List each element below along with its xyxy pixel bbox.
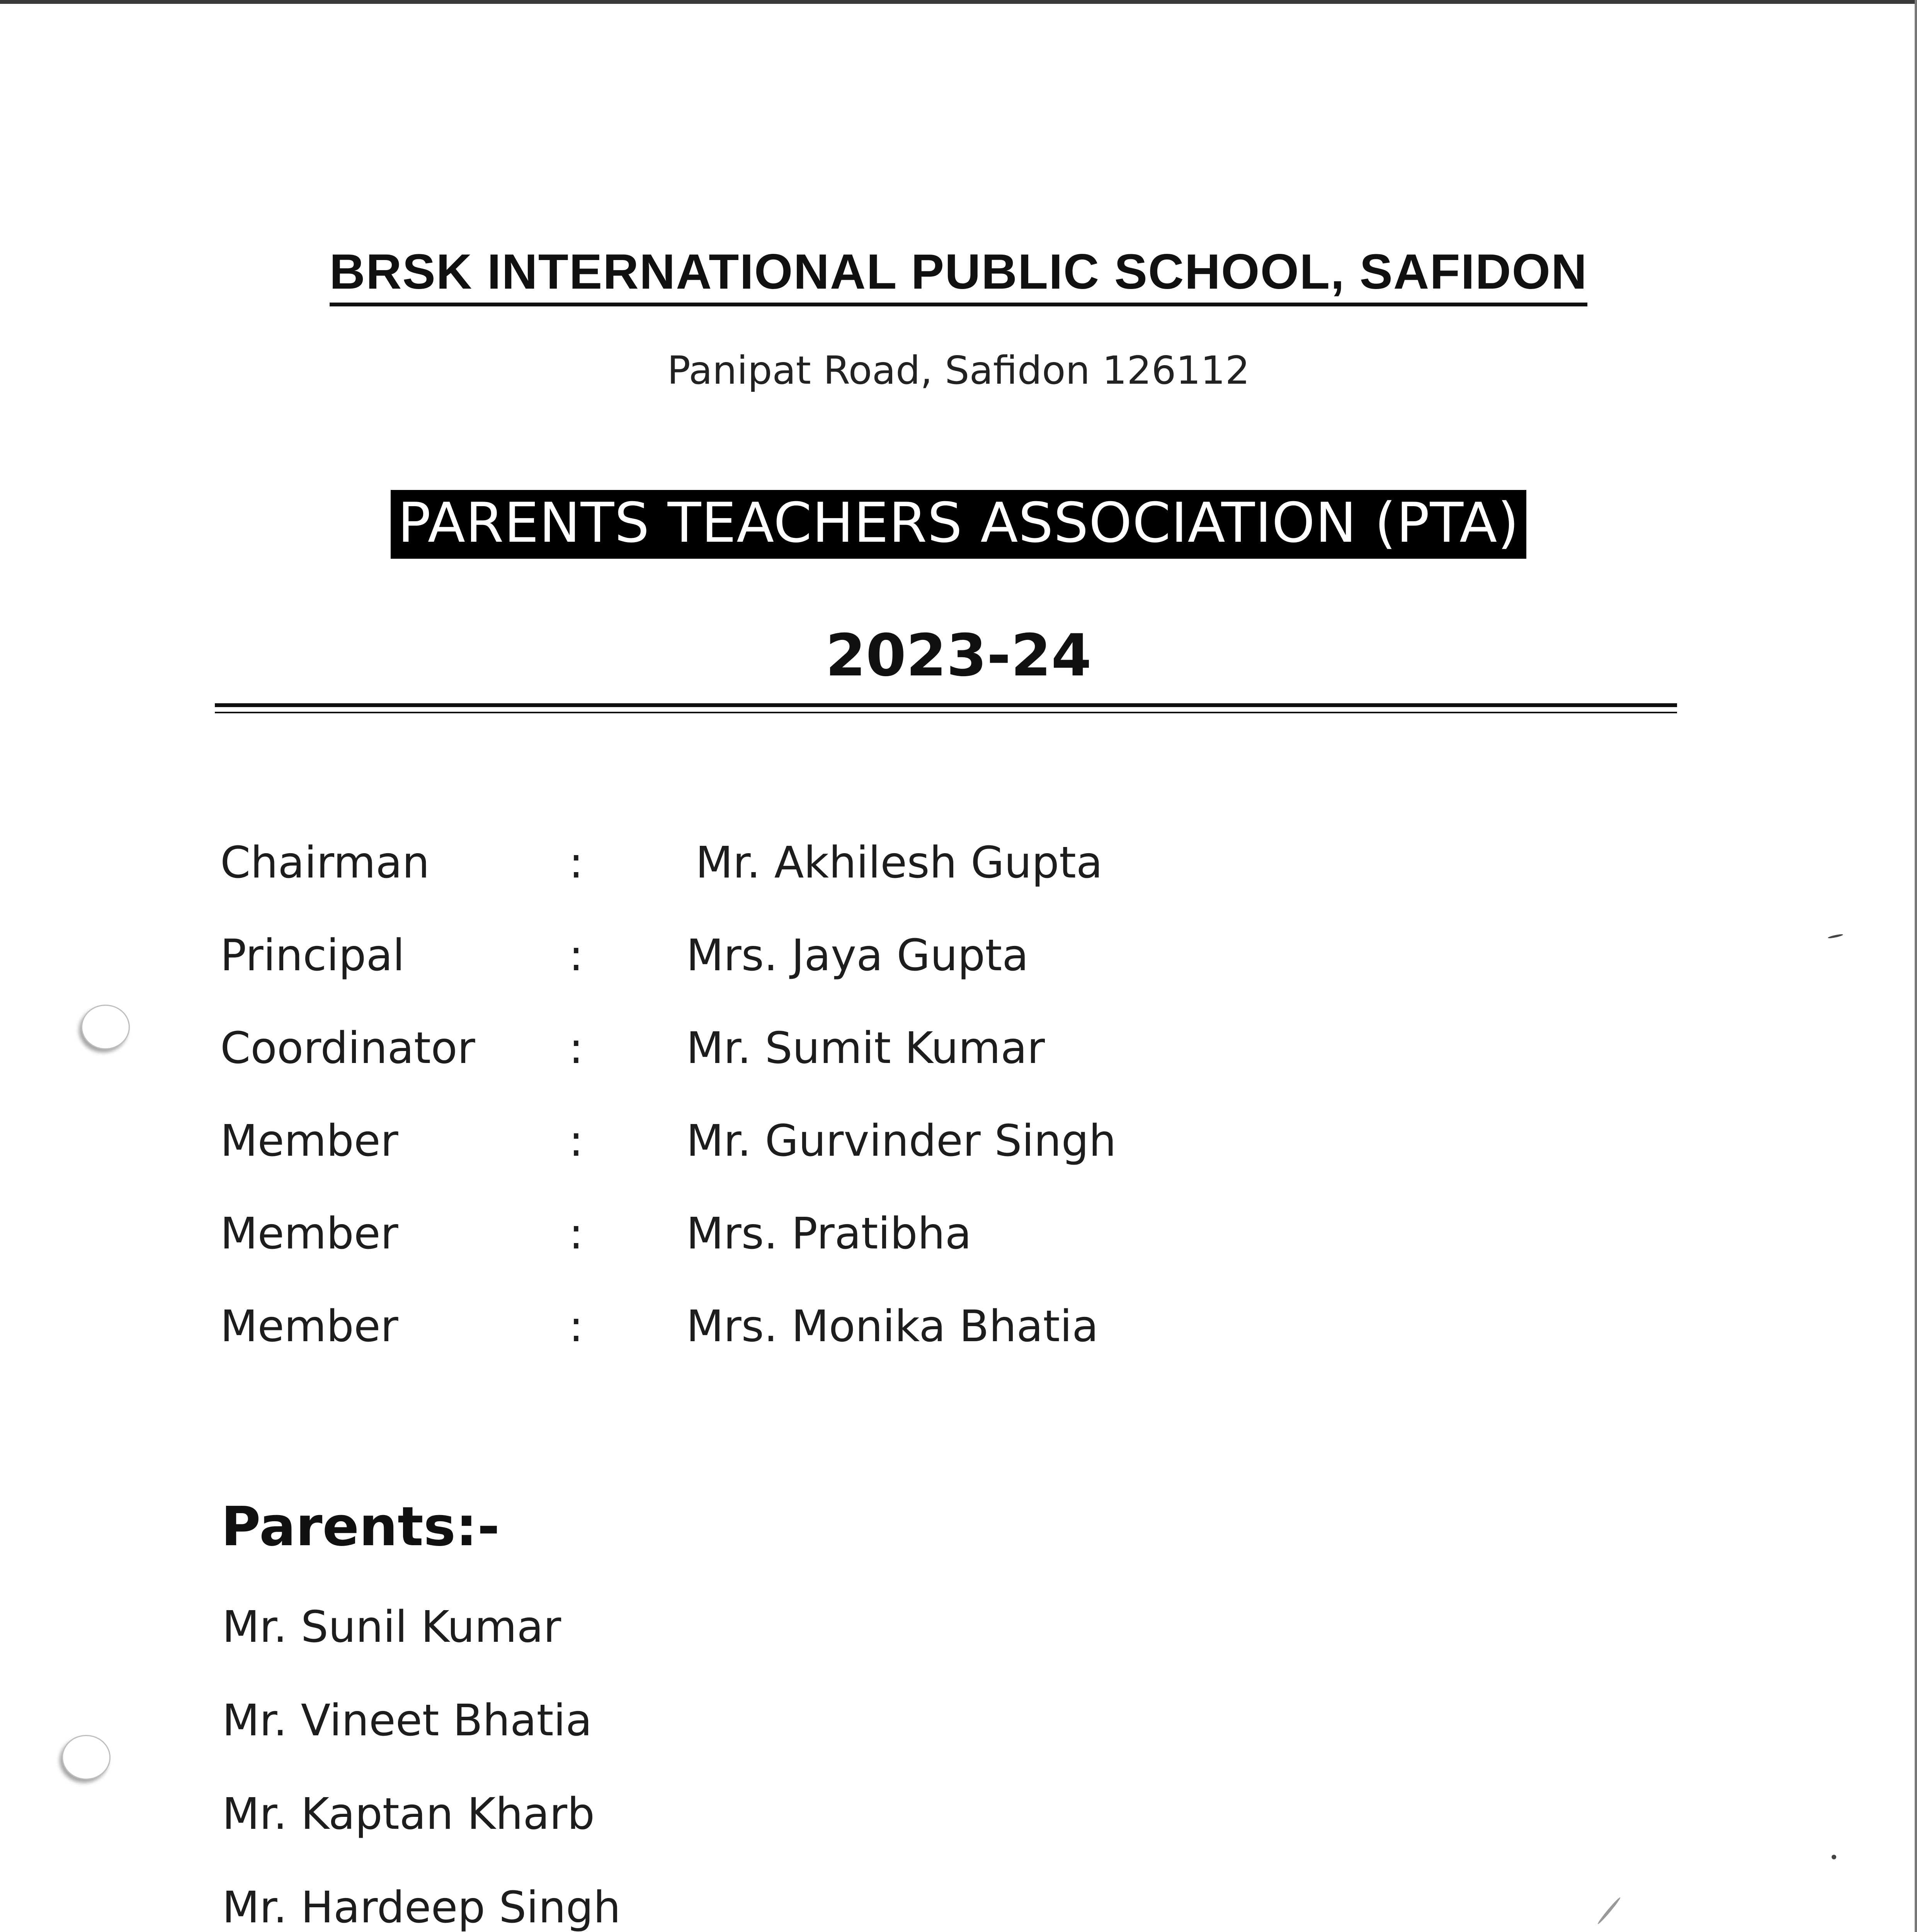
parent-member: Mr. Hardeep Singh [222,1883,621,1932]
committee-title-banner [0,490,1917,559]
committee-row [0,1023,1917,1077]
committee-role: Coordinator [220,1023,475,1073]
committee-role: Principal [220,930,405,981]
parents-heading: Parents:- [221,1495,500,1558]
committee-member-name: Mrs. Pratibha [686,1209,972,1259]
committee-member-name: Mr. Gurvinder Singh [686,1116,1116,1166]
committee-separator: : [569,1301,583,1352]
committee-member-name: Mrs. Jaya Gupta [686,930,1029,981]
committee-separator: : [569,1116,583,1166]
committee-row [0,1116,1917,1170]
school-address: Panipat Road, Safidon 126112 [667,348,1250,393]
committee-role: Chairman [220,838,430,888]
committee-separator: : [569,930,583,981]
committee-role: Member [220,1301,398,1352]
committee-member-name: Mr. Akhilesh Gupta [696,838,1103,888]
session-year: 2023-24 [825,622,1092,689]
header-divider-thin [215,712,1677,713]
committee-title: PARENTS TEACHERS ASSOCIATION (PTA) [391,490,1526,559]
school-name-heading [0,243,1917,306]
committee-row [0,1209,1917,1263]
committee-row [0,930,1917,985]
committee-row [0,838,1917,892]
committee-separator: : [569,1209,583,1259]
committee-separator: : [569,1023,583,1073]
committee-member-name: Mrs. Monika Bhatia [686,1301,1099,1352]
committee-role: Member [220,1116,398,1166]
committee-member-name: Mr. Sumit Kumar [686,1023,1045,1073]
committee-separator: : [569,838,583,888]
punch-hole-bottom [62,1735,111,1780]
header-divider-thick [215,703,1677,707]
scan-edge-top [0,0,1917,4]
school-name: BRSK INTERNATIONAL PUBLIC SCHOOL, SAFIDON [330,243,1588,306]
parent-member: Mr. Vineet Bhatia [222,1696,592,1746]
parent-member: Mr. Kaptan Kharb [222,1789,595,1839]
scan-speck [1597,1896,1621,1925]
committee-row [0,1301,1917,1355]
scan-speck [1832,1855,1836,1859]
parent-member: Mr. Sunil Kumar [222,1602,561,1652]
committee-role: Member [220,1209,398,1259]
